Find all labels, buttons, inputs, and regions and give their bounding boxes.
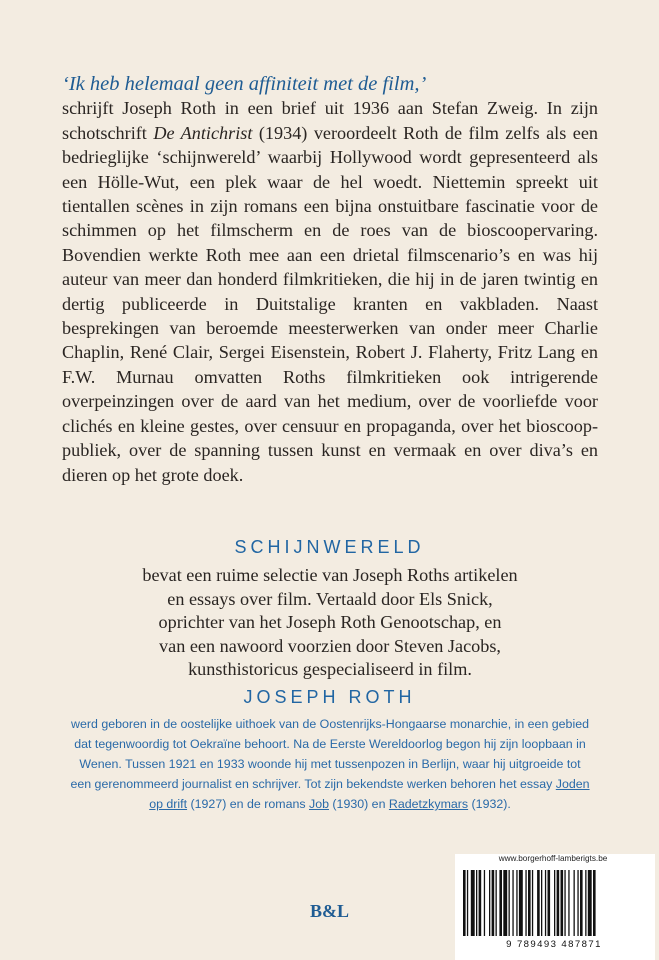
author-heading: JOSEPH ROTH — [243, 687, 416, 707]
book-title-heading: SCHIJNWERELD — [234, 537, 425, 557]
work-title: Radetzkymars — [388, 797, 469, 811]
bio-part: (1927) en de romans — [187, 797, 309, 811]
intro-text-part-1: schrijft Joseph Roth in een brief uit 1936 aan Stefan Zweig. In zijn schotschrift — [62, 98, 598, 143]
bio-part: werd geboren in de oostelijke uithoek van de Oostenrijks-Hongaarse monarchie, in een gebied dat tegenwoordig tot Oekraïne behoort. Na de Eerste Wereldoorlog begon hij zijn loopbaan in Wenen. Tussen 1921 en 1933 woonde hij met tussenpozen in Berlijn, waar hij uitgroeide tot een gerenommeerd journalist en schrijver. Tot zijn bekendste werken behoren het essay — [70, 717, 589, 791]
bio-part: (1930) en — [328, 797, 389, 811]
isbn-number: 9 789493 487871 — [506, 939, 602, 950]
work-title: Joden op drift — [149, 777, 590, 811]
author-bio — [70, 714, 590, 814]
intro-text — [62, 72, 598, 487]
barcode-label — [455, 854, 655, 960]
publisher-logo: B&L — [309, 901, 349, 921]
blurb-line: en essays over film. Vertaald door Els Snick, — [167, 588, 493, 609]
pull-quote: ‘Ik heb helemaal geen affiniteit met de film,’ — [62, 73, 427, 95]
publisher-url: www.borgerhoff-lamberigts.be — [498, 854, 608, 863]
blurb-line: bevat een ruime selectie van Joseph Roths artikelen — [142, 565, 518, 585]
blurb-line: oprichter van het Joseph Roth Genootschap, en — [158, 612, 502, 633]
intro-text-part-2: (1934) veroordeelt Roth de film zelfs als een bedrieglijke ‘schijnwereld’ waarbij Hollywood wordt gepresenteerd als een Hölle-Wut, een plek waar de hel woedt. Niettemin spreekt uit tientallen scènes in zijn romans een bijna onstuitbare fascinatie voor de schimmen op het filmscherm en de roes van de bioscoopervaring. Bovendien werkte Roth mee aan een drietal filmscenario’s en was hij auteur van meer dan honderd filmkritieken, die hij in de jaren twintig en dertig publiceerde in Duitstalige kranten en vakbladen. Naast besprekingen van beroemde meesterwerken van onder meer Charlie Chaplin, René Clair, Sergei Eisenstein, Robert J. Flaherty, Fritz Lang en F.W. Murnau omvatten Roths filmkritieken ook intrigerende overpeinzingen over de aard van het medium, over de voorliefde voor clichés en kleine gestes, over censuur en propaganda, over het bioscooppubliek, over de spanning tussen kunst en vermaak en over diva’s en dieren op het grote doek. — [62, 122, 599, 485]
bio-part: (1932). — [468, 797, 511, 811]
work-title: Job — [309, 797, 329, 811]
title-antichrist: De Antichrist — [153, 122, 253, 143]
blurb-line: kunsthistoricus gespecialiseerd in film. — [188, 659, 472, 680]
blurb-line: van een nawoord voorzien door Steven Jacobs, — [159, 635, 501, 656]
intro-paragraph — [62, 96, 598, 487]
barcode-image — [461, 870, 649, 940]
book-blurb — [80, 564, 580, 682]
